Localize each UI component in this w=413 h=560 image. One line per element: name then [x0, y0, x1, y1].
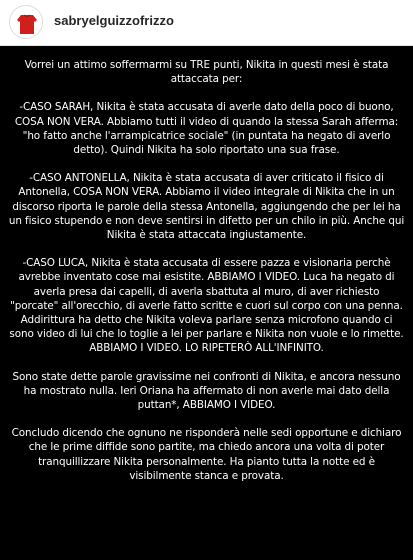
post-paragraph-antonella: -CASO ANTONELLA, Nikita è stata accusata di aver criticato il fisico di Antonella, COSA NON VERA. Abbiamo il video integrale di Nikita che in un discorso riporta le parole della stessa Antonella, aggiungendo che per lei ha un fisico stupendo e non deve sentirsi in difetto per un chilo in più. Anche qui Nikita è stata attaccata ingiustamente. — [8, 172, 405, 242]
profile-avatar-icon — [10, 6, 43, 39]
post-username[interactable]: sabryelguizzofrizzo — [54, 13, 174, 28]
post-header — [0, 0, 413, 46]
post-paragraph-intro: Vorrei un attimo soffermarmi su TRE punti, Nikita in questi mesi è stata attaccata per: — [24, 59, 389, 86]
post-paragraph-luca: -CASO LUCA, Nikita è stata accusata di essere pazza e visionaria perchè avrebbe inventato cose mai esistite. ABBIAMO I VIDEO. Luca ha negato di averla presa dai capelli, di averla sbattuta al muro, di aver richiesto "porcate" all'orecchio, di averle fatto scritte e cuori sul corpo con una penna. Addirittura ha detto che Nikita voleva parlare senza microfono quando ci sono video di lui che lo toglie a lei per parlare e Nikita non vuole e lo rimette. ABBIAMO I VIDEO. LO RIPETERÒ ALL'INFINITO. — [9, 257, 404, 355]
post-paragraph-sarah: -CASO SARAH, Nikita è stata accusata di averle dato della poco di buono, COSA NON VERA. Abbiamo tutti il video di quando la stessa Sarah afferma: "ho fatto anche l'arrampicatrice sociale" (in puntata ha negato di averlo detto). Quindi Nikita ha solo riportato una sua frase. — [14, 101, 399, 157]
post-text-content — [8, 58, 405, 497]
post-paragraph-conclusion: Concludo dicendo che ognuno ne risponderà nelle sedi opportune e dichiaro che le prime diffide sono partite, ma chiedo ancora una volta di poter tranquillizzare Nikita personalmente. Ha pianto tutta la notte ed è visibilmente stanca e provata. — [11, 427, 402, 482]
profile-avatar[interactable] — [9, 5, 43, 39]
post-paragraph-statements: Sono state dette parole gravissime nei confronti di Nikita, e ancora nessuno ha mostrato nulla. Ieri Oriana ha affermato di non averle mai dato della puttan*, ABBIAMO I VIDEO. — [12, 370, 401, 412]
